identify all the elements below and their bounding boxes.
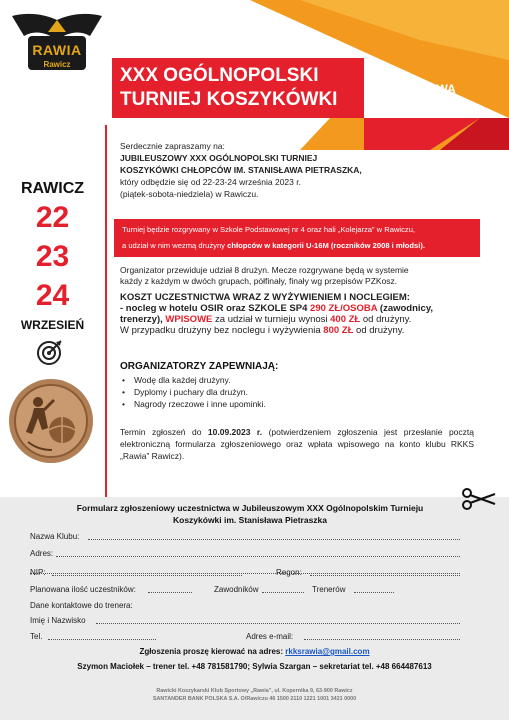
scissors-icon [462, 488, 496, 510]
submission-email-link[interactable]: rkksrawia@gmail.com [285, 647, 370, 656]
email-field[interactable] [304, 632, 460, 640]
provides-list [122, 374, 266, 410]
venue-line-2-text: a udział w nim wezmą drużyny [122, 241, 228, 250]
event-day-2: 23 [35, 240, 70, 273]
cost-no-lodging-text: W przypadku drużyny bez noclegu i wyżywienia [120, 325, 324, 336]
vertical-divider [105, 125, 107, 497]
logo-club-abbr: RKKS [45, 8, 69, 17]
cost-fee-amount: 400 ZŁ [330, 314, 361, 325]
contact-persons: Szymon Maciołek – trener tel. +48 781581790; Sylwia Szargan – sekretariat tel. +48 664487613 [77, 662, 432, 671]
cost-fee-text: za udział w turnieju wynosi [212, 314, 331, 325]
target-icon [36, 338, 64, 366]
venue-banner [114, 219, 480, 257]
cost-lodging-note: (zawodnicy, [377, 303, 434, 314]
provides-heading: ORGANIZATORZY ZAPEWNIAJĄ: [120, 361, 279, 372]
cost-line-3 [120, 314, 480, 325]
coaches-field[interactable] [354, 585, 394, 593]
invite-line-4: który odbędzie się od 22-23-24 września 2023 r. [120, 177, 301, 187]
venue-line-1: Turniej będzie rozgrywany w Szkole Podstawowej nr 4 oraz hali „Kolejarza” w Rawiczu, [122, 225, 416, 234]
form-title [40, 502, 460, 526]
invite-line-3: KOSZYKÓWKI CHŁOPCÓW IM. STANISŁAWA PIETRASZKA, [120, 165, 362, 175]
invitation-text [120, 140, 400, 200]
tournament-title [112, 58, 364, 118]
title-line-1: XXX OGÓLNOPOLSKI [120, 65, 319, 86]
nip-label: NIP: [30, 568, 46, 577]
provides-item: • Nagrody rzeczowe i inne upominki. [122, 398, 266, 410]
cost-fee-suffix: od drużyny. [360, 314, 412, 325]
participants-count-field[interactable] [148, 585, 192, 593]
logo-city: Rawicz [43, 60, 71, 69]
cost-fee-label: WPISOWE [165, 314, 213, 325]
venue-line-2 [122, 241, 425, 250]
cost-lodging-text: - nocleg w hotelu OSIR oraz SZKOLE SP4 [120, 303, 311, 314]
event-day-1: 22 [35, 201, 70, 234]
regon-label: Regon: [276, 568, 302, 577]
form-title-line-1: Formularz zgłoszeniowy uczestnictwa w Jubileuszowym XXX Ogólnopolskim Turnieju [76, 503, 424, 513]
deadline-text: Termin zgłoszeń do [120, 427, 208, 437]
event-day-3: 24 [35, 279, 70, 312]
invite-line-2: JUBILEUSZOWY XXX OGÓLNOPOLSKI TURNIEJ [120, 153, 318, 163]
participation-cost [120, 292, 480, 336]
players-label: Zawodników [214, 585, 259, 594]
club-name-label: Nazwa Klubu: [30, 532, 80, 541]
full-name-label: Imię i Nazwisko [30, 616, 86, 625]
cost-line-2 [120, 303, 480, 314]
cost-no-lodging-suffix: od drużyny. [353, 325, 405, 336]
footer-bank: SANTANDER BANK POLSKA S.A. O/Rawiczu 46 1500 2110 1221 1001 3421 0000 [152, 696, 357, 702]
logo-club-name: RAWIA [32, 42, 82, 58]
nip-field[interactable] [52, 568, 242, 576]
coaches-label: Trenerów [312, 585, 346, 594]
cost-coaches-text: trenerzy), [120, 314, 166, 325]
footer-address: Rawicki Koszykarski Klub Sportowy „Rawia”, ul. Kopernika 9, 63-900 Rawicz [156, 688, 353, 694]
address-label: Adres: [30, 549, 54, 558]
invite-line-5: (piątek-sobota-niedziela) w Rawiczu. [120, 189, 259, 199]
phone-field[interactable] [48, 632, 156, 640]
venue-category: chłopców w kategorii U-16M (roczników 2008 i młodsi). [227, 241, 425, 250]
cost-line-4 [120, 325, 480, 336]
patron-first-name: STANISŁAWA [378, 82, 456, 96]
registration-deadline [120, 426, 474, 462]
email-label: Adres e-mail: [246, 632, 294, 641]
cost-no-lodging-amount: 800 ZŁ [323, 325, 354, 336]
full-name-field[interactable] [96, 616, 460, 624]
club-logo [8, 6, 106, 74]
submission-note [0, 647, 509, 656]
event-city: RAWICZ [20, 180, 85, 197]
deadline-details: (potwierdzeniem zgłoszenia jest przesłanie pocztą elektroniczną formularza zgłoszeniowego oraz wpłata wpisowego na konto klubu RKKS „Rawia” Rawicz). [120, 427, 474, 461]
form-title-line-2: Koszykówki im. Stanisława Pietraszka [172, 515, 327, 525]
deadline-date: 10.09.2023 r. [207, 427, 263, 437]
patron-name [364, 58, 482, 118]
submission-note-text: Zgłoszenia proszę kierować na adres: [139, 647, 286, 656]
patron-prefix: IM. [378, 64, 397, 79]
patron-last-name: PIETRASZKA [378, 97, 455, 111]
provides-item: • Dyplomy i puchary dla drużyn. [122, 386, 266, 398]
organizer-line-2: każdy z każdym w dwóch grupach, półfinały, finały wg przepisów PZKosz. [120, 276, 398, 286]
event-month: WRZESIEŃ [20, 318, 85, 332]
basketball-medal-image [8, 378, 94, 464]
invite-line-1: Serdecznie zapraszamy na: [120, 141, 225, 151]
participants-count-label: Planowana ilość uczestników: [30, 585, 136, 594]
cost-lodging-price: 290 ZŁ/OSOBA [310, 303, 378, 314]
organizer-info [120, 265, 470, 287]
provides-item: • Wodę dla każdej drużyny. [122, 374, 266, 386]
phone-label: Tel. [30, 632, 43, 641]
title-line-2: TURNIEJ KOSZYKÓWKI [120, 89, 338, 110]
address-field[interactable] [56, 549, 460, 557]
cost-heading: KOSZT UCZESTNICTWA WRAZ Z WYŻYWIENIEM I NOCLEGIEM: [120, 292, 410, 303]
organizer-line-1: Organizator przewiduje udział 8 drużyn. Mecze rozgrywane będą w systemie [120, 265, 409, 275]
regon-field[interactable] [310, 568, 460, 576]
coach-contact-label: Dane kontaktowe do trenera: [30, 601, 133, 610]
players-field[interactable] [262, 585, 304, 593]
club-name-field[interactable] [88, 532, 460, 540]
